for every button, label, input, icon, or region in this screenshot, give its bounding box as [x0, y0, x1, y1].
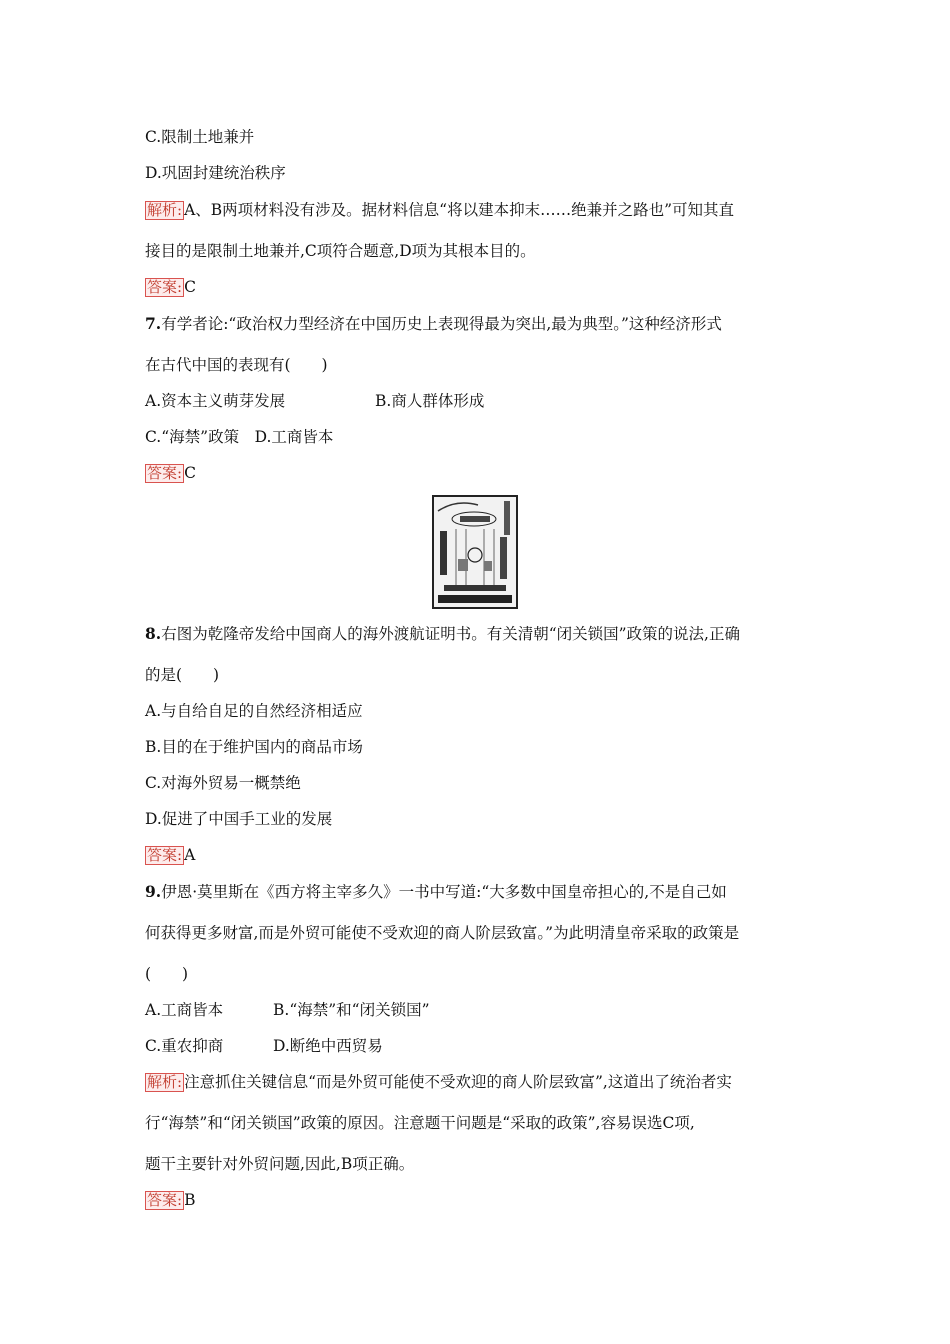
q7-number: 7. [145, 314, 162, 333]
q6-answer [145, 277, 196, 297]
q9-option-d: D.断绝中西贸易 [273, 1037, 383, 1055]
q9-stem-text1: 伊恩·莫里斯在《西方将主宰多久》一书中写道:“大多数中国皇帝担心的,不是自己如 [161, 883, 727, 901]
q9-option-a: A.工商皆本 [145, 1001, 224, 1019]
q8-number: 8. [145, 624, 162, 643]
q8-stem-text1: 右图为乾隆帝发给中国商人的海外渡航证明书。有关清朝“闭关锁国”政策的说法,正确 [161, 625, 740, 643]
q6-option-d: D.巩固封建统治秩序 [145, 164, 286, 182]
q8-option-b: B.目的在于维护国内的商品市场 [145, 738, 363, 756]
q9-option-b: B.“海禁”和“闭关锁国” [273, 1001, 430, 1019]
q6-analysis-line2: 接目的是限制土地兼并,C项符合题意,D项为其根本目的。 [145, 242, 536, 260]
q7-answer [145, 463, 196, 483]
q9-analysis-line1 [145, 1072, 732, 1092]
q9-number: 9. [145, 882, 162, 901]
q7-option-b: B.商人群体形成 [375, 392, 485, 410]
q8-stem-line2: 的是( ) [145, 666, 220, 684]
q8-option-a: A.与自给自足的自然经济相适应 [145, 702, 363, 720]
q9-stem-line2: 何获得更多财富,而是外贸可能使不受欢迎的商人阶层致富。”为此明清皇帝采取的政策是 [145, 924, 740, 942]
answer-tag: 答案: [147, 278, 183, 296]
certificate-image [432, 495, 518, 609]
q8-answer [145, 845, 195, 865]
analysis-tag: 解析: [147, 1073, 183, 1091]
q9-answer-value: B [184, 1191, 196, 1209]
q9-analysis-line3: 题干主要针对外贸问题,因此,B项正确。 [145, 1155, 415, 1173]
q8-option-d: D.促进了中国手工业的发展 [145, 810, 333, 828]
certificate-illustration [434, 497, 516, 607]
q7-stem-text1: 有学者论:“政治权力型经济在中国历史上表现得最为突出,最为典型。”这种经济形式 [161, 315, 722, 333]
q6-analysis-line1 [145, 200, 734, 220]
answer-tag: 答案: [147, 1191, 183, 1209]
q9-analysis-line2: 行“海禁”和“闭关锁国”政策的原因。注意题干问题是“采取的政策”,容易误选C项, [145, 1114, 695, 1132]
q7-stem-line2: 在古代中国的表现有( ) [145, 356, 328, 374]
q6-option-c: C.限制土地兼并 [145, 128, 255, 146]
q7-answer-value: C [184, 464, 196, 482]
q7-option-cd: C.“海禁”政策 D.工商皆本 [145, 428, 334, 446]
q9-stem-line1 [145, 882, 727, 902]
q7-stem-line1 [145, 314, 722, 334]
q8-answer-value: A [184, 846, 196, 864]
q9-analysis-text1: 注意抓住关键信息“而是外贸可能使不受欢迎的商人阶层致富”,这道出了统治者实 [184, 1073, 732, 1091]
q6-analysis-text1: A、B两项材料没有涉及。据材料信息“将以建本抑末……绝兼并之路也”可知其直 [184, 201, 734, 219]
analysis-tag: 解析: [147, 201, 183, 219]
answer-tag: 答案: [147, 464, 183, 482]
answer-tag: 答案: [147, 846, 183, 864]
q9-answer [145, 1190, 195, 1210]
q7-option-a: A.资本主义萌芽发展 [145, 392, 286, 410]
q9-option-c: C.重农抑商 [145, 1037, 224, 1055]
q9-stem-line3: ( ) [145, 965, 189, 983]
q8-stem-line1 [145, 624, 740, 644]
q8-option-c: C.对海外贸易一概禁绝 [145, 774, 301, 792]
q6-answer-value: C [184, 278, 196, 296]
